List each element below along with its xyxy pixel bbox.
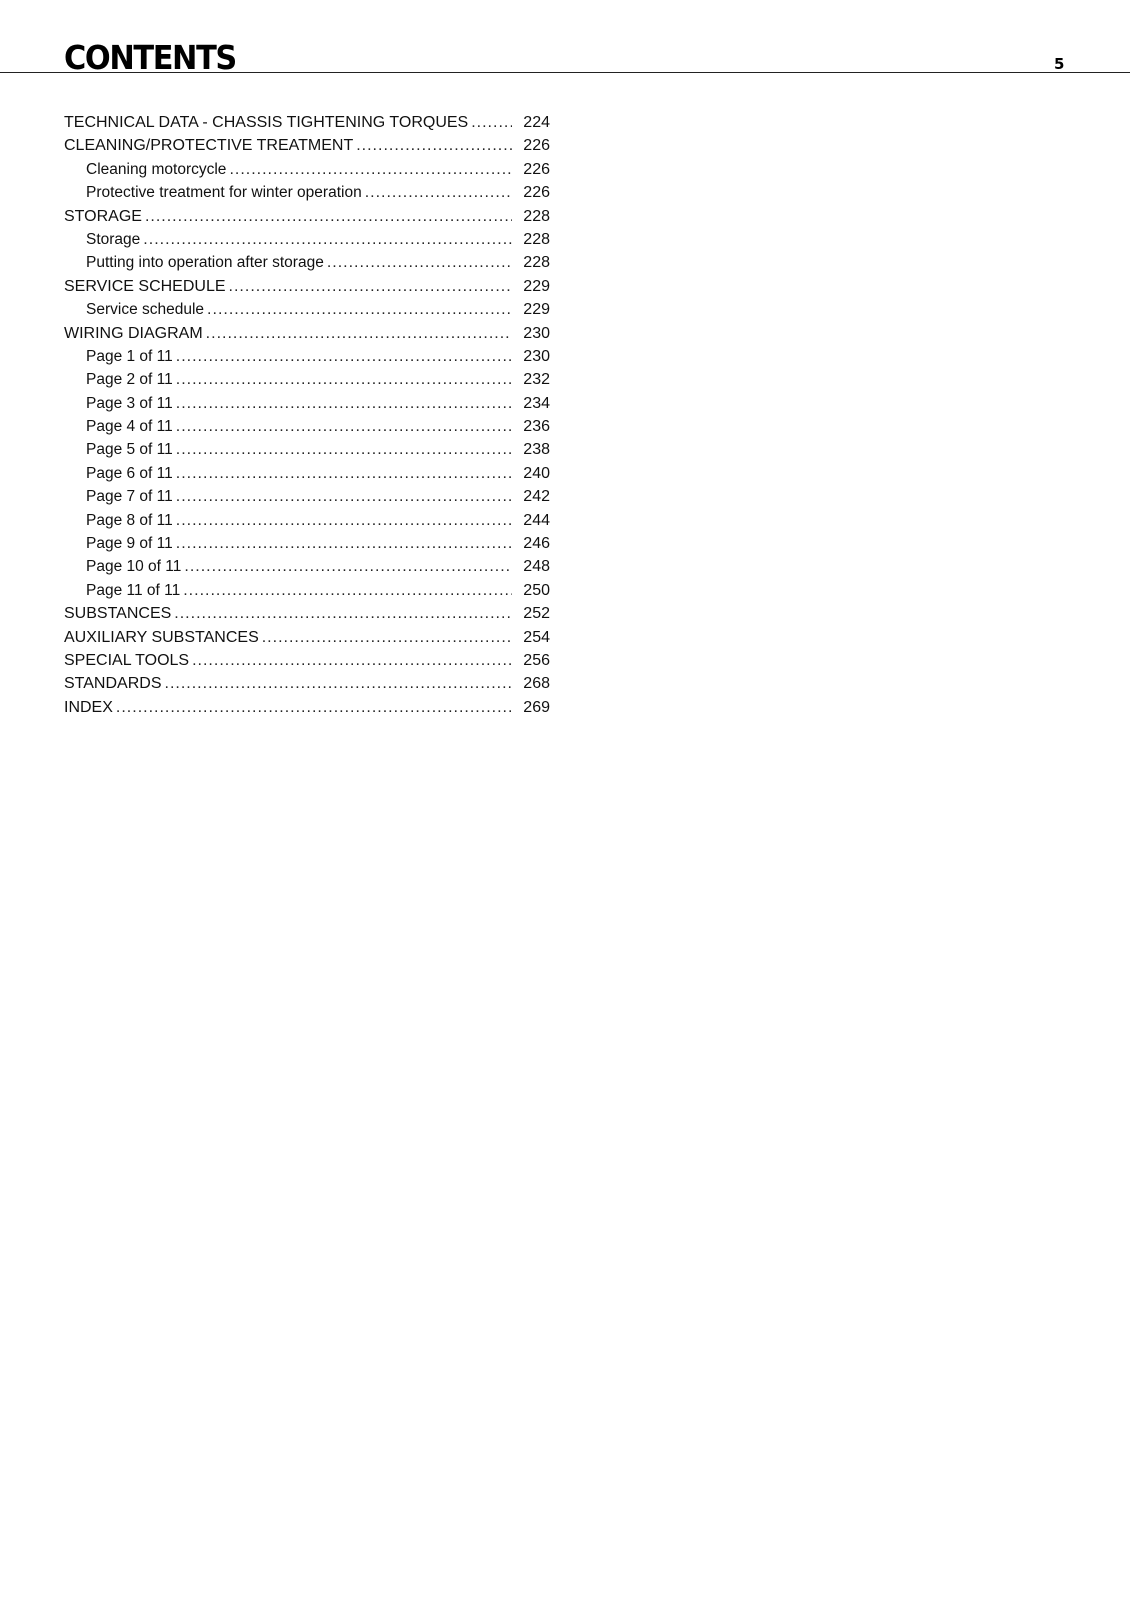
toc-dot-leader	[206, 322, 512, 345]
toc-dot-leader	[176, 462, 512, 485]
toc-entry[interactable]	[64, 415, 550, 438]
toc-entry-page: 248	[523, 558, 550, 576]
toc-entry-label: Page 7 of 11	[86, 488, 173, 506]
toc-entry[interactable]	[64, 345, 550, 368]
toc-dot-leader	[229, 275, 512, 298]
toc-entry-page: 226	[523, 184, 550, 202]
toc-dot-leader	[176, 532, 512, 555]
toc-entry[interactable]	[64, 438, 550, 461]
toc-entry-page: 228	[523, 254, 550, 272]
toc-entry-label: Page 11 of 11	[86, 581, 181, 599]
toc-entry[interactable]	[64, 672, 550, 695]
toc-dot-leader	[176, 509, 512, 532]
page-header	[0, 0, 1130, 77]
toc-entry[interactable]	[64, 251, 550, 274]
toc-dot-leader	[176, 415, 512, 438]
page-number: 5	[1054, 55, 1065, 73]
toc-entry-page: 234	[523, 394, 550, 412]
toc-entry-page: 228	[523, 207, 550, 225]
toc-dot-leader	[365, 181, 512, 204]
toc-dot-leader	[471, 111, 512, 134]
toc-entry[interactable]	[64, 134, 550, 157]
toc-entry[interactable]	[64, 626, 550, 649]
toc-dot-leader	[356, 134, 512, 157]
toc-dot-leader	[165, 672, 513, 695]
toc-entry[interactable]	[64, 298, 550, 321]
toc-entry[interactable]	[64, 555, 550, 578]
toc-dot-leader	[176, 392, 512, 415]
toc-entry[interactable]	[64, 322, 550, 345]
toc-dot-leader	[262, 626, 512, 649]
toc-dot-leader	[183, 579, 512, 602]
toc-entry-page: 250	[523, 581, 550, 599]
toc-entry-page: 226	[523, 160, 550, 178]
toc-entry-label: Page 6 of 11	[86, 464, 173, 482]
toc-entry-label: STANDARDS	[64, 675, 162, 693]
toc-entry[interactable]	[64, 649, 550, 672]
toc-entry-page: 230	[523, 347, 550, 365]
toc-dot-leader	[143, 228, 512, 251]
toc-entry[interactable]	[64, 275, 550, 298]
toc-entry-label: Page 1 of 11	[86, 347, 173, 365]
toc-entry-page: 269	[523, 698, 550, 716]
toc-entry[interactable]	[64, 485, 550, 508]
toc-entry[interactable]	[64, 181, 550, 204]
toc-dot-leader	[174, 602, 512, 625]
toc-entry-label: Putting into operation after storage	[86, 254, 324, 272]
toc-entry-label: Page 10 of 11	[86, 558, 182, 576]
toc-dot-leader	[207, 298, 512, 321]
toc-dot-leader	[184, 555, 512, 578]
toc-entry-page: 254	[523, 628, 550, 646]
toc-entry-label: Page 2 of 11	[86, 371, 173, 389]
toc-entry-label: SERVICE SCHEDULE	[64, 277, 226, 295]
toc-entry-label: AUXILIARY SUBSTANCES	[64, 628, 259, 646]
toc-entry-page: 242	[523, 488, 550, 506]
toc-entry-label: Page 9 of 11	[86, 535, 173, 553]
toc-entry[interactable]	[64, 205, 550, 228]
toc-entry[interactable]	[64, 368, 550, 391]
toc-entry-page: 240	[523, 464, 550, 482]
toc-entry[interactable]	[64, 228, 550, 251]
toc-entry-page: 229	[523, 277, 550, 295]
toc-entry[interactable]	[64, 462, 550, 485]
toc-dot-leader	[145, 205, 512, 228]
toc-dot-leader	[176, 368, 512, 391]
toc-entry-page: 244	[523, 511, 550, 529]
toc-entry-page: 238	[523, 441, 550, 459]
toc-entry-label: Page 4 of 11	[86, 418, 173, 436]
toc-entry-label: SUBSTANCES	[64, 605, 172, 623]
toc-entry-page: 224	[523, 114, 550, 131]
toc-dot-leader	[327, 251, 512, 274]
table-of-contents	[64, 111, 550, 719]
toc-entry[interactable]	[64, 158, 550, 181]
toc-entry-label: WIRING DIAGRAM	[64, 324, 203, 342]
toc-entry-page: 268	[523, 675, 550, 693]
toc-dot-leader	[176, 345, 512, 368]
toc-entry[interactable]	[64, 111, 550, 134]
toc-entry[interactable]	[64, 602, 550, 625]
toc-entry[interactable]	[64, 509, 550, 532]
toc-entry-page: 256	[523, 651, 550, 669]
toc-entry[interactable]	[64, 579, 550, 602]
toc-dot-leader	[176, 485, 512, 508]
toc-entry-label: Page 3 of 11	[86, 394, 173, 412]
toc-entry-label: SPECIAL TOOLS	[64, 651, 190, 669]
toc-entry-page: 232	[523, 371, 550, 389]
toc-entry-label: STORAGE	[64, 207, 142, 225]
toc-entry-label: INDEX	[64, 698, 113, 716]
toc-dot-leader	[116, 696, 512, 719]
page-title: CONTENTS	[64, 38, 236, 77]
toc-entry-label: Page 5 of 11	[86, 441, 173, 459]
toc-entry-page: 236	[523, 418, 550, 436]
toc-entry-label: Protective treatment for winter operation	[86, 184, 362, 202]
toc-entry-page: 228	[523, 230, 550, 248]
toc-entry[interactable]	[64, 696, 550, 719]
toc-entry[interactable]	[64, 532, 550, 555]
toc-entry-label: Storage	[86, 230, 141, 248]
toc-entry-page: 230	[523, 324, 550, 342]
toc-entry[interactable]	[64, 392, 550, 415]
toc-entry-label: CLEANING/PROTECTIVE TREATMENT	[64, 137, 354, 155]
toc-entry-page: 246	[523, 535, 550, 553]
toc-entry-label: Page 8 of 11	[86, 511, 173, 529]
toc-entry-page: 229	[523, 301, 550, 319]
toc-dot-leader	[176, 438, 512, 461]
toc-dot-leader	[192, 649, 512, 672]
toc-dot-leader	[229, 158, 512, 181]
toc-entry-page: 226	[523, 137, 550, 155]
toc-entry-label: Cleaning motorcycle	[86, 160, 227, 178]
toc-entry-page: 252	[523, 605, 550, 623]
toc-entry-label: Service schedule	[86, 301, 205, 319]
toc-entry-label: TECHNICAL DATA - CHASSIS TIGHTENING TORQUES	[64, 114, 469, 131]
